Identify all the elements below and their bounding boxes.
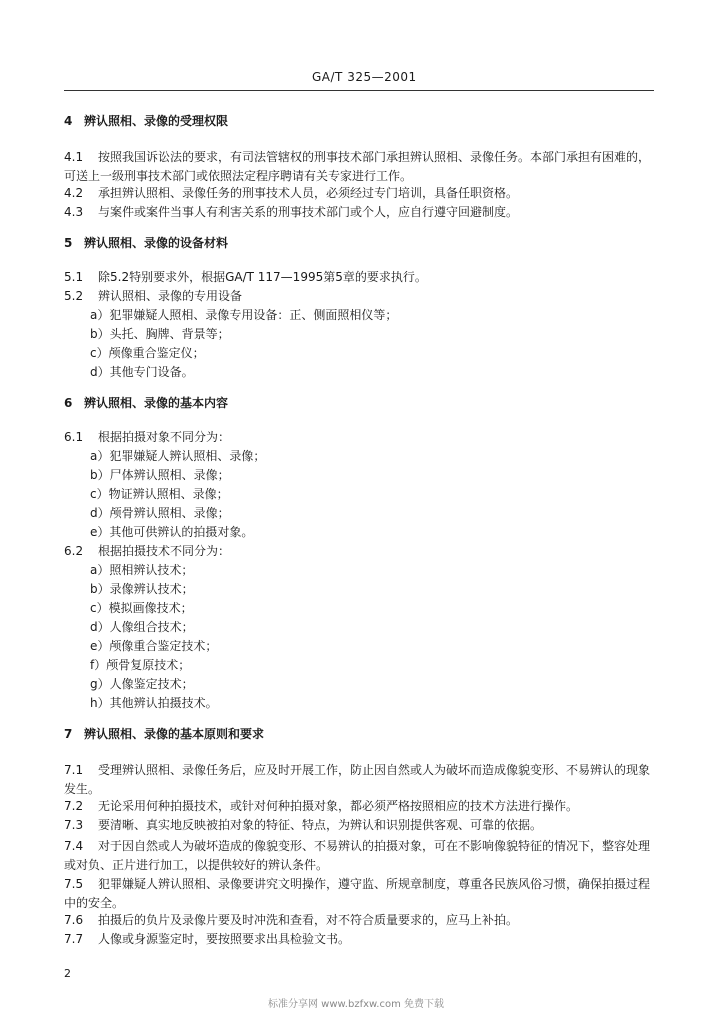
section-heading	[64, 727, 656, 743]
clause-number: 7.7	[64, 932, 84, 946]
clause-number: 4.2	[64, 186, 84, 200]
clause	[64, 875, 656, 913]
clause-number: 6.2	[64, 544, 84, 558]
clause-number: 7.2	[64, 799, 84, 813]
list-item: a）照相辨认技术；	[90, 563, 194, 577]
list-item: d）颅骨辨认照相、录像；	[90, 506, 230, 520]
list-item: d）其他专门设备。	[90, 365, 194, 379]
clause	[64, 837, 656, 875]
list-item: b）头托、胸牌、背景等；	[90, 327, 230, 341]
list-item: c）颅像重合鉴定仪；	[90, 346, 205, 360]
clause	[64, 818, 656, 837]
list-item: g）人像鉴定技术；	[90, 677, 194, 691]
clause-number: 7.3	[64, 818, 84, 832]
clause-text: 与案件或案件当事人有利害关系的刑事技术部门或个人，应自行遵守回避制度。	[98, 205, 519, 219]
section-number: 4	[64, 114, 73, 128]
page-number: 2	[64, 967, 71, 980]
header-divider	[64, 90, 654, 91]
clause	[64, 932, 656, 951]
clause-number: 5.2	[64, 289, 84, 303]
list-item: c）物证辨认照相、录像；	[90, 487, 229, 501]
list-item: f）颅骨复原技术；	[90, 658, 191, 672]
clause	[64, 544, 656, 563]
section-spacer	[64, 384, 656, 396]
clause-text: 辨认照相、录像的专用设备	[98, 289, 243, 303]
standard-code: GA/T 325—2001	[312, 70, 417, 84]
clause-text: 根据拍摄对象不同分为：	[98, 430, 231, 444]
clause	[64, 148, 656, 186]
clause-number: 6.1	[64, 430, 84, 444]
list-item: d）人像组合技术；	[90, 620, 194, 634]
clause-number: 7.5	[64, 877, 84, 891]
section-title: 辨认照相、录像的设备材料	[84, 236, 229, 250]
clause	[64, 205, 656, 224]
list-item: b）尸体辨认照相、录像；	[90, 468, 230, 482]
clause-number: 7.6	[64, 913, 84, 927]
clause-text: 对于因自然或人为破坏造成的像貌变形、不易辨认的拍摄对象，可在不影响像貌特征的情况下，整容处理或对负、正片进行加工，以提供较好的辨认条件。	[64, 839, 651, 872]
list-item: e）其他可供辨认的拍摄对象。	[90, 525, 254, 539]
section-title: 辨认照相、录像的基本内容	[84, 396, 229, 410]
clause-text: 承担辨认照相、录像任务的刑事技术人员，必须经过专门培训，具备任职资格。	[98, 186, 519, 200]
clause-text: 人像或身源鉴定时，要按照要求出具检验文书。	[98, 932, 351, 946]
section-number: 5	[64, 236, 73, 250]
list-item: b）录像辨认技术；	[90, 582, 194, 596]
clause	[64, 289, 656, 308]
clause	[64, 270, 656, 289]
list-item: c）模拟画像技术；	[90, 601, 193, 615]
clause	[64, 186, 656, 205]
section-number: 7	[64, 727, 73, 741]
clause-number: 4.1	[64, 150, 84, 164]
clause	[64, 913, 656, 932]
clause-text: 拍摄后的负片及录像片要及时冲洗和查看，对不符合质量要求的，应马上补拍。	[98, 913, 519, 927]
clause-text: 受理辨认照相、录像任务后，应及时开展工作，防止因自然或人为破坏而造成像貌变形、不易辨认的现象发生。	[64, 763, 651, 796]
clause-text: 无论采用何种拍摄技术，或针对何种拍摄对象，都必须严格按照相应的技术方法进行操作。	[98, 799, 579, 813]
list-item: a）犯罪嫌疑人照相、录像专用设备：正、侧面照相仪等；	[90, 308, 398, 322]
section-heading	[64, 236, 656, 252]
list-item: e）颅像重合鉴定技术；	[90, 639, 218, 653]
clause-text: 除5.2特别要求外，根据GA/T 117—1995第5章的要求执行。	[98, 270, 427, 284]
watermark-footer: 标准分享网 www.bzfxw.com 免费下载	[268, 999, 444, 1010]
section-heading	[64, 114, 656, 130]
list-item: a）犯罪嫌疑人辨认照相、录像；	[90, 449, 266, 463]
clause-number: 7.4	[64, 839, 84, 853]
section-spacer	[64, 951, 656, 963]
section-number: 6	[64, 396, 73, 410]
clause-text: 根据拍摄技术不同分为：	[98, 544, 231, 558]
section-spacer	[64, 715, 656, 727]
section-heading	[64, 396, 656, 412]
clause-text: 要清晰、真实地反映被拍对象的特征、特点，为辨认和识别提供客观、可靠的依据。	[98, 818, 543, 832]
clause-text: 按照我国诉讼法的要求，有司法管辖权的刑事技术部门承担辨认照相、录像任务。本部门承担有困难的，可送上一级刑事技术部门或依照法定程序聘请有关专家进行工作。	[64, 150, 651, 183]
clause	[64, 430, 656, 449]
document-body	[64, 114, 656, 963]
section-spacer	[64, 224, 656, 236]
clause-text: 犯罪嫌疑人辨认照相、录像要讲究文明操作，遵守监、所规章制度，尊重各民族风俗习惯，确保拍摄过程中的安全。	[64, 877, 651, 910]
section-title: 辨认照相、录像的基本原则和要求	[84, 727, 265, 741]
clause-number: 5.1	[64, 270, 84, 284]
list-item: h）其他辨认拍摄技术。	[90, 696, 218, 710]
clause	[64, 761, 656, 799]
clause	[64, 799, 656, 818]
section-title: 辨认照相、录像的受理权限	[84, 114, 229, 128]
clause-number: 4.3	[64, 205, 84, 219]
clause-number: 7.1	[64, 763, 84, 777]
